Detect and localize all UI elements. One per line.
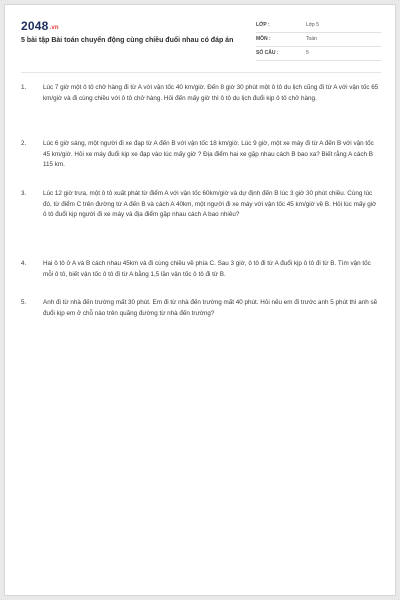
- question-text: Lúc 6 giờ sáng, một người đi xe đạp từ A đến B với vận tốc 18 km/giờ. Lúc 9 giờ, một xe máy đi từ A đến B với vận tốc 45 km/giờ. Hỏi xe máy đuổi kịp xe đạp vào lúc mấy giờ ? Địa điểm hai xe gặp nhau cách B bao xa? Biết rằng A cách B 115 km.: [43, 140, 374, 168]
- question-text: Hai ô tô ở A và B cách nhau 45km và đi cùng chiều về phía C. Sau 3 giờ, ô tô đi từ A đuổi kịp ô tô đi từ B. Tìm vận tốc mỗi ô tô, biết vận tốc ô tô đi từ A bằng 1,5 lần vận tốc ô tô đi từ B.: [43, 260, 371, 278]
- question-number: 4.: [21, 260, 27, 267]
- worksheet-title: 5 bài tập Bài toán chuyển động cùng chiều đuổi nhau có đáp án: [21, 37, 234, 44]
- question-text: Lúc 12 giờ trưa, một ô tô xuất phát từ điểm A với vận tốc 60km/giờ và dự định đến B lúc 3 giờ 30 phút chiều. Cùng lúc đó, từ điểm C trên đường từ A đến B và cách A 40km, một người đi xe máy với vận tốc 45 km/giờ về B. Hỏi lúc mấy giờ ô tô đuổi kịp người đi xe máy và địa điểm gặp nhau cách A bao nhiêu?: [43, 190, 377, 218]
- question-item-1: [21, 83, 381, 104]
- question-number: 3.: [21, 190, 27, 197]
- worksheet-header: [21, 19, 381, 65]
- question-number: 5.: [21, 299, 27, 306]
- meta-row-subject: [256, 33, 381, 47]
- question-text: Lúc 7 giờ một ô tô chở hàng đi từ A với vận tốc 40 km/giờ. Đến 8 giờ 30 phút một ô tô du lịch cũng đi từ A với vận tốc 65 km/giờ và đi cùng chiều với ô tô chở hàng. Hỏi đến mấy giờ thì ô tô du lịch đuổi kịp ô tô chở hàng.: [43, 84, 379, 102]
- meta-value-class: Lớp 5: [306, 22, 320, 28]
- meta-label-class: LỚP :: [256, 22, 270, 28]
- logo-suffix: .vn: [49, 25, 59, 31]
- meta-value-subject: Toán: [306, 36, 317, 42]
- meta-value-question-count: 5: [306, 50, 309, 56]
- worksheet-page: [4, 4, 396, 596]
- header-divider: [21, 72, 381, 73]
- question-number: 1.: [21, 84, 27, 91]
- meta-label-question-count: SỐ CÂU :: [256, 50, 279, 56]
- logo-text: 2048: [21, 19, 49, 33]
- meta-row-class: [256, 19, 381, 33]
- meta-label-subject: MÔN :: [256, 36, 271, 42]
- question-item-5: [21, 298, 381, 319]
- question-text: Anh đi từ nhà đến trường mất 30 phút. Em đi từ nhà đến trường mất 40 phút. Hỏi nếu em đi trước anh 5 phút thì anh sẽ đuổi kịp em ở chỗ nào trên quãng đường từ nhà đến trường?: [43, 299, 378, 317]
- worksheet-meta: [256, 19, 381, 61]
- meta-row-question-count: [256, 47, 381, 61]
- question-item-3: [21, 189, 381, 221]
- question-item-2: [21, 139, 381, 171]
- site-logo[interactable]: [21, 19, 59, 33]
- question-number: 2.: [21, 140, 27, 147]
- question-item-4: [21, 259, 381, 280]
